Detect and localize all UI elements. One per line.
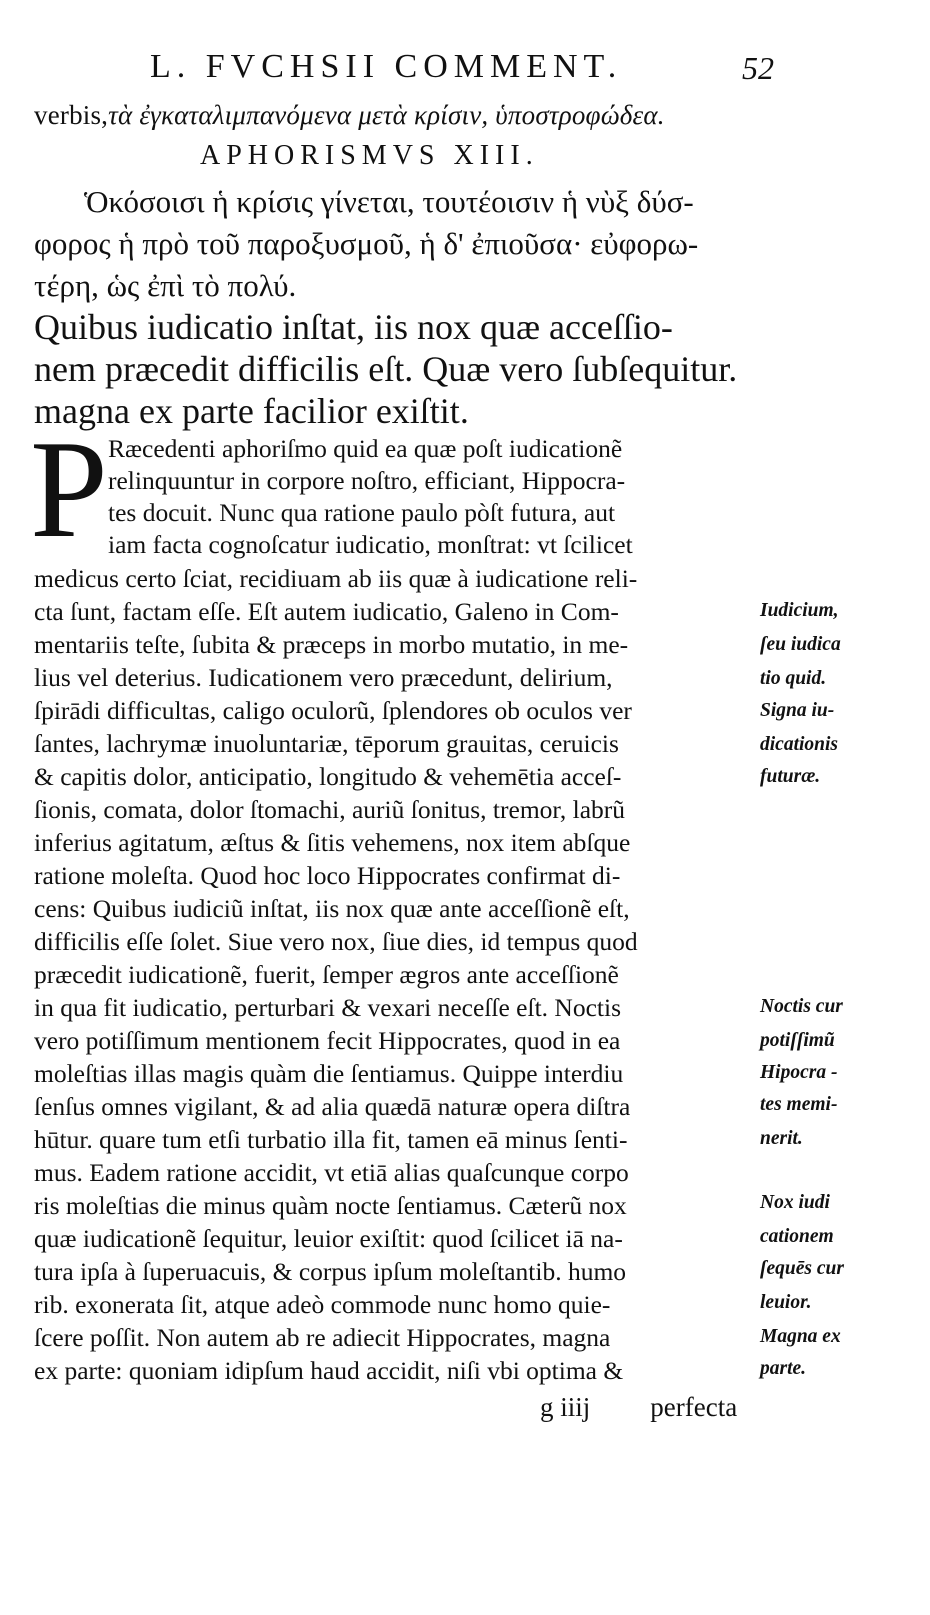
commentary-line: difficilis eſſe ſolet. Siue vero nox, ſiue dies, id tempus quod bbox=[34, 927, 638, 956]
greek-line-text: τὰ ἐγκαταλιμπανόμενα μετὰ κρίσιν, ὑποστροφώδεα. bbox=[108, 100, 665, 130]
commentary-line: ſantes, lachrymæ inuoluntariæ, tēporum grauitas, ceruicis bbox=[34, 729, 619, 758]
margin-note: Noctis cur bbox=[760, 996, 843, 1017]
greek-aphorism-line: φορος ἡ πρὸ τοῦ παροξυσμοῦ, ἡ δ' ἐπιοῦσα· εὐφορω- bbox=[34, 226, 699, 261]
greek-aphorism-line: τέρη, ὡς ἐπὶ τὸ πολύ. bbox=[34, 268, 297, 303]
margin-note: tio quid. bbox=[760, 668, 827, 689]
margin-note: Magna ex bbox=[760, 1326, 841, 1347]
margin-note: tes memi- bbox=[760, 1094, 838, 1115]
margin-note: futuræ. bbox=[760, 766, 821, 787]
commentary-line: in qua fit iudicatio, perturbari & vexari neceſſe eſt. Noctis bbox=[34, 993, 621, 1022]
margin-note: Iudicium, bbox=[760, 600, 839, 621]
greek-preceding-line bbox=[34, 100, 665, 131]
commentary-line: præcedit iudicationẽ, fuerit, ſemper ægros ante acceſſionẽ bbox=[34, 960, 619, 989]
commentary-line: vero potiſſimum mentionem fecit Hippocrates, quod in ea bbox=[34, 1026, 621, 1055]
margin-note: ſequēs cur bbox=[760, 1258, 844, 1279]
margin-note: Signa iu- bbox=[760, 700, 835, 721]
commentary-line: Ræcedenti aphoriſmo quid ea quæ poſt iudicationẽ bbox=[108, 434, 623, 463]
commentary-line: tes docuit. Nunc qua ratione paulo pòſt futura, aut bbox=[108, 498, 616, 527]
commentary-line: ex parte: quoniam idipſum haud accidit, niſi vbi optima & bbox=[34, 1356, 624, 1385]
commentary-line: & capitis dolor, anticipatio, longitudo & vehemētia acceſ- bbox=[34, 762, 622, 791]
commentary-line: mentariis teſte, ſubita & præceps in morbo mutatio, in me- bbox=[34, 630, 629, 659]
commentary-line: cens: Quibus iudiciũ inſtat, iis nox quæ ante acceſſionẽ eſt, bbox=[34, 894, 630, 923]
margin-note: Nox iudi bbox=[760, 1192, 830, 1213]
catchword: perfecta bbox=[650, 1392, 738, 1422]
commentary-line: ſionis, comata, dolor ſtomachi, auriũ ſonitus, tremor, labrũ bbox=[34, 795, 626, 824]
commentary-line: lius vel deterius. Iudicationem vero præcedunt, delirium, bbox=[34, 663, 613, 692]
running-head: L. FVCHSII COMMENT. bbox=[150, 48, 623, 85]
commentary-line: mus. Eadem ratione accidit, vt etiā alias quaſcunque corpo bbox=[34, 1158, 629, 1187]
commentary-line: rib. exonerata ſit, atque adeò commode nunc homo quie- bbox=[34, 1290, 611, 1319]
margin-note: parte. bbox=[760, 1358, 807, 1379]
margin-note: Hipocra - bbox=[760, 1062, 838, 1083]
margin-note: nerit. bbox=[760, 1128, 803, 1149]
margin-note: leuior. bbox=[760, 1292, 812, 1313]
aphorism-title: APHORISMVS XIII. bbox=[200, 140, 539, 171]
commentary-line: moleſtias illas magis quàm die ſentiamus. Quippe interdiu bbox=[34, 1059, 624, 1088]
greek-aphorism-line: Ὁκόσοισι ἡ κρίσις γίνεται, τουτέοισιν ἡ νὺξ δύσ- bbox=[84, 184, 694, 219]
commentary-line: hūtur. quare tum etſi turbatio illa fit, tamen eā minus ſenti- bbox=[34, 1125, 628, 1154]
commentary-line: ris moleſtias die minus quàm nocte ſentiamus. Cæterũ nox bbox=[34, 1191, 627, 1220]
commentary-line: tura ipſa à ſuperuacuis, & corpus ipſum moleſtantib. humo bbox=[34, 1257, 627, 1286]
commentary-line: inferius agitatum, æſtus & ſitis vehemens, nox item abſque bbox=[34, 828, 631, 857]
latin-aphorism-line: magna ex parte facilior exiſtit. bbox=[34, 391, 469, 431]
page-number: 52 bbox=[742, 50, 774, 86]
commentary-line: ratione moleſta. Quod hoc loco Hippocrates confirmat di- bbox=[34, 861, 621, 890]
greek-line-lead-word: verbis, bbox=[34, 100, 109, 130]
commentary-line: medicus certo ſciat, recidiuam ab iis quæ à iudicatione reli- bbox=[34, 564, 638, 593]
commentary-line: relinquuntur in corpore noſtro, efficiant, Hippocra- bbox=[108, 466, 626, 495]
commentary-line: cta ſunt, factam eſſe. Eſt autem iudicatio, Galeno in Com- bbox=[34, 597, 619, 626]
margin-note: cationem bbox=[760, 1226, 834, 1247]
commentary-line: ſpirādi difficultas, caligo oculorũ, ſplendores ob oculos ver bbox=[34, 696, 632, 725]
commentary-line: iam facta cognoſcatur iudicatio, monſtrat: vt ſcilicet bbox=[108, 530, 633, 559]
latin-aphorism-line: nem præcedit difficilis eſt. Quæ vero ſubſequitur. bbox=[34, 349, 738, 389]
margin-note: ſeu iudica bbox=[760, 634, 841, 655]
page-footer bbox=[540, 1392, 737, 1423]
margin-note: potiſſimũ bbox=[760, 1030, 835, 1051]
drop-cap: P bbox=[30, 412, 108, 567]
latin-aphorism-line: Quibus iudicatio inſtat, iis nox quæ acceſſio- bbox=[34, 307, 673, 347]
signature-mark: g iiij bbox=[540, 1392, 591, 1422]
commentary-line: ſenſus omnes vigilant, & ad alia quædā naturæ opera diſtra bbox=[34, 1092, 631, 1121]
commentary-line: ſcere poſſit. Non autem ab re adiecit Hippocrates, magna bbox=[34, 1323, 611, 1352]
commentary-line: quæ iudicationẽ ſequitur, leuior exiſtit: quod ſcilicet iā na- bbox=[34, 1224, 623, 1253]
margin-note: dicationis bbox=[760, 734, 839, 755]
